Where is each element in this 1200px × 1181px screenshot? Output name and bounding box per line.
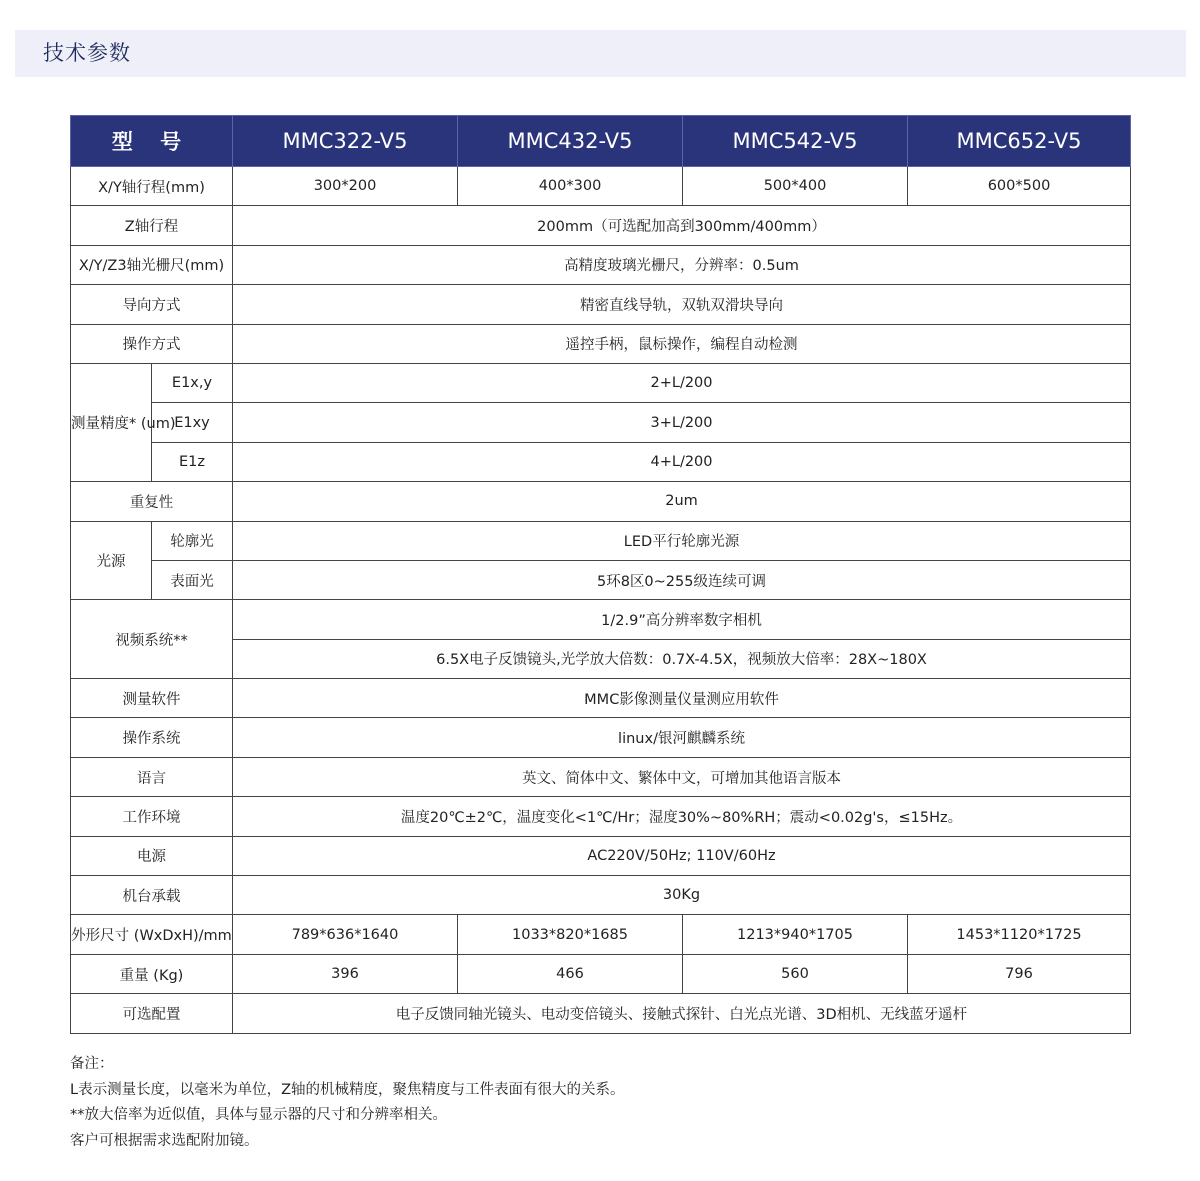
table-row <box>71 915 1131 954</box>
table-row <box>71 363 1131 402</box>
table-row <box>71 600 1131 639</box>
row-value: 4+L/200 <box>233 442 1131 481</box>
model-name: MMC542-V5 <box>683 116 908 167</box>
row-label: X/Y/Z3轴光栅尺(mm) <box>71 245 233 284</box>
table-row <box>71 876 1131 915</box>
section-title: 技术参数 <box>43 41 131 65</box>
light-label: 光源 <box>71 521 152 600</box>
row-value: 英文、简体中文、繁体中文，可增加其他语言版本 <box>233 757 1131 796</box>
note-line: 客户可根据需求选配附加镜。 <box>70 1132 259 1149</box>
row-value: 200mm（可选配加高到300mm/400mm） <box>233 206 1131 245</box>
note-line: L表示测量长度，以毫米为单位，Z轴的机械精度，聚焦精度与工件表面有很大的关系。 <box>70 1081 625 1098</box>
table-row <box>71 718 1131 757</box>
table-row <box>71 954 1131 993</box>
row-value: MMC影像测量仪量测应用软件 <box>233 679 1131 718</box>
row-value: 560 <box>683 954 908 993</box>
note-line: **放大倍率为近似值，具体与显示器的尺寸和分辨率相关。 <box>70 1107 447 1123</box>
table-row <box>71 679 1131 718</box>
table-header-row <box>71 116 1131 167</box>
table-row <box>71 757 1131 796</box>
table-row <box>71 560 1131 599</box>
row-label: 外形尺寸 (WxDxH)/mm <box>71 915 233 954</box>
row-label: 工作环境 <box>71 797 233 836</box>
row-value: 1453*1120*1725 <box>908 915 1131 954</box>
row-value: 精密直线导轨，双轨双滑块导向 <box>233 285 1131 324</box>
table-row <box>71 836 1131 875</box>
row-value: 1033*820*1685 <box>458 915 683 954</box>
row-label: 重复性 <box>71 482 233 521</box>
row-value: 789*636*1640 <box>233 915 458 954</box>
video-label: 视频系统** <box>71 600 233 679</box>
row-sublabel: E1z <box>152 442 233 481</box>
table-row <box>71 167 1131 206</box>
table-row <box>71 482 1131 521</box>
row-value: LED平行轮廓光源 <box>233 521 1131 560</box>
notes-title: 备注： <box>70 1056 114 1072</box>
row-sublabel: E1x,y <box>152 363 233 402</box>
notes <box>70 1052 625 1154</box>
table-row <box>71 403 1131 442</box>
spec-table <box>70 115 1131 1034</box>
row-label: Z轴行程 <box>71 206 233 245</box>
model-name: MMC322-V5 <box>233 116 458 167</box>
table-row <box>71 442 1131 481</box>
row-value: 高精度玻璃光栅尺，分辨率：0.5um <box>233 245 1131 284</box>
row-value: 1213*940*1705 <box>683 915 908 954</box>
accuracy-label: 测量精度* (um) <box>71 363 152 481</box>
row-sublabel: 表面光 <box>152 560 233 599</box>
row-label: 操作系统 <box>71 718 233 757</box>
row-value: 电子反馈同轴光镜头、电动变倍镜头、接触式探针、白光点光谱、3D相机、无线蓝牙遥杆 <box>233 994 1131 1033</box>
row-value: 30Kg <box>233 876 1131 915</box>
row-value: 400*300 <box>458 167 683 206</box>
row-value: 500*400 <box>683 167 908 206</box>
row-label: 机台承载 <box>71 876 233 915</box>
row-label: 操作方式 <box>71 324 233 363</box>
table-row <box>71 285 1131 324</box>
row-value: 600*500 <box>908 167 1131 206</box>
row-label: 语言 <box>71 757 233 796</box>
row-label: 可选配置 <box>71 994 233 1033</box>
table-row <box>71 521 1131 560</box>
row-value: 温度20℃±2℃，温度变化<1℃/Hr；湿度30%~80%RH；震动<0.02g's，≤15Hz。 <box>233 797 1131 836</box>
section-header <box>15 30 1186 77</box>
row-label: 测量软件 <box>71 679 233 718</box>
row-value: AC220V/50Hz; 110V/60Hz <box>233 836 1131 875</box>
table-row <box>71 245 1131 284</box>
row-value: 1/2.9”高分辨率数字相机 <box>233 600 1131 639</box>
row-value: linux/银河麒麟系统 <box>233 718 1131 757</box>
row-label: X/Y轴行程(mm) <box>71 167 233 206</box>
row-value: 300*200 <box>233 167 458 206</box>
table-row <box>71 797 1131 836</box>
row-value: 466 <box>458 954 683 993</box>
row-value: 796 <box>908 954 1131 993</box>
row-value: 2+L/200 <box>233 363 1131 402</box>
model-name: MMC652-V5 <box>908 116 1131 167</box>
row-sublabel: 轮廓光 <box>152 521 233 560</box>
row-label: 导向方式 <box>71 285 233 324</box>
row-value: 2um <box>233 482 1131 521</box>
row-value: 5环8区0~255级连续可调 <box>233 560 1131 599</box>
model-label: 型 号 <box>71 116 233 167</box>
row-value: 3+L/200 <box>233 403 1131 442</box>
row-label: 电源 <box>71 836 233 875</box>
row-sublabel: E1xy <box>152 403 233 442</box>
table-row <box>71 206 1131 245</box>
row-label: 重量 (Kg) <box>71 954 233 993</box>
row-value: 396 <box>233 954 458 993</box>
row-value: 遥控手柄，鼠标操作，编程自动检测 <box>233 324 1131 363</box>
model-name: MMC432-V5 <box>458 116 683 167</box>
table-row <box>71 324 1131 363</box>
row-value: 6.5X电子反馈镜头,光学放大倍数：0.7X-4.5X，视频放大倍率：28X~180X <box>233 639 1131 678</box>
table-row <box>71 994 1131 1033</box>
